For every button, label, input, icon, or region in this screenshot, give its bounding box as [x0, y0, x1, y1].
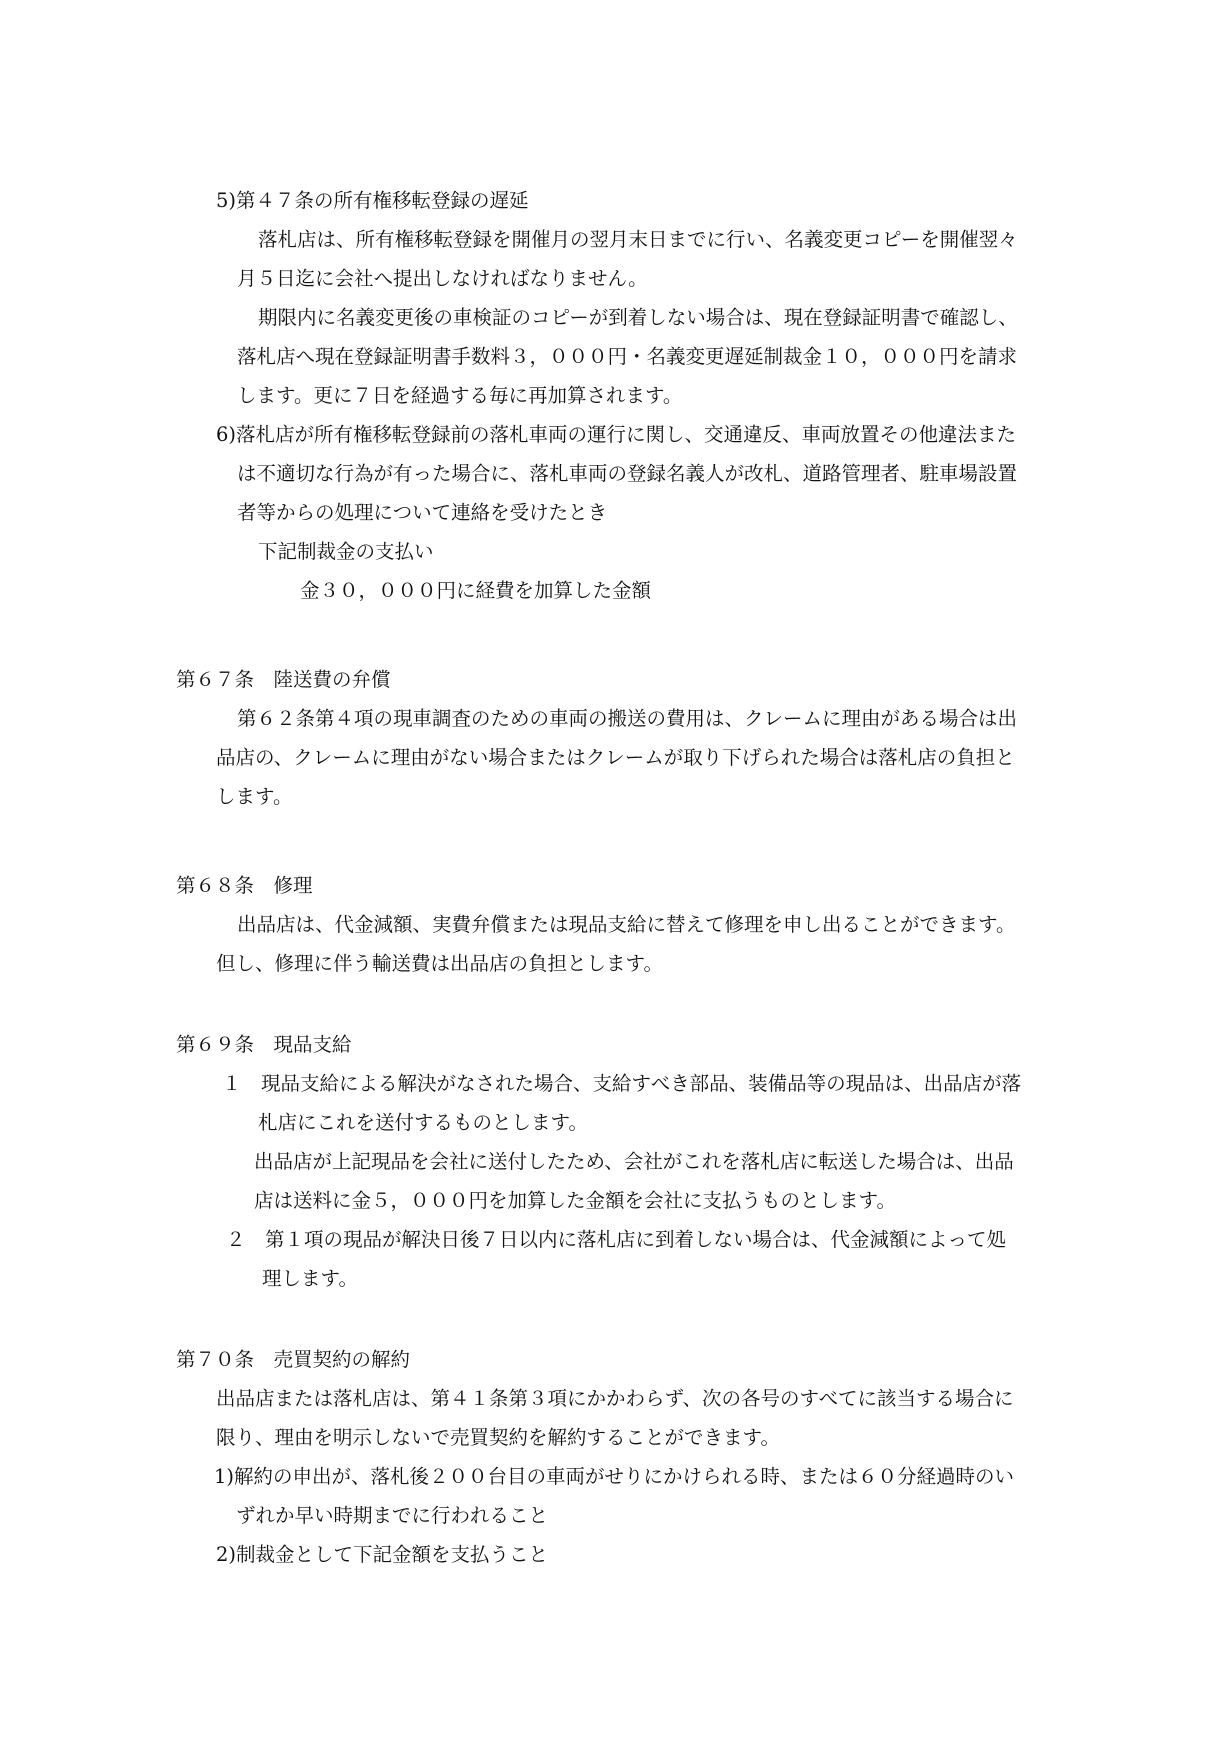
item-1-line: 1)解約の申出が、落札後２００台目の車両がせりにかけられる時、または６０分経過時のい [214, 1465, 1015, 1488]
paragraph-line: 理します。 [262, 1267, 358, 1290]
paragraph-line: 店は送料に金５，０００円を加算した金額を会社に支払うものとします。 [254, 1189, 896, 1212]
paragraph-line: 但し、修理に伴う輸送費は出品店の負担とします。 [216, 952, 663, 975]
penalty-amount: 金３０，０００円に経費を加算した金額 [300, 579, 652, 602]
paragraph-line: は不適切な行為が有った場合に、落札車両の登録名義人が改札、道路管理者、駐車場設置 [237, 462, 1018, 485]
paragraph-line: 出品店は、代金減額、実費弁償または現品支給に替えて修理を申し出ることができます。 [237, 913, 1016, 936]
paragraph-line: 品店の、クレームに理由がない場合またはクレームが取り下げられた場合は落札店の負担と [216, 746, 1015, 769]
item-2-line: 2)制裁金として下記金額を支払うこと [216, 1543, 549, 1566]
paragraph-line: 限り、理由を明示しないで売買契約を解約することができます。 [216, 1426, 780, 1449]
article-68-heading: 第６８条 修理 [176, 874, 313, 897]
paragraph-line: 月５日迄に会社へ提出しなければなりません。 [237, 267, 648, 290]
article-70-heading: 第７０条 売買契約の解約 [176, 1348, 411, 1371]
paragraph-line: します。更に７日を経過する毎に再加算されます。 [237, 384, 683, 407]
paragraph-line: 出品店が上記現品を会社に送付したため、会社がこれを落札店に転送した場合は、出品 [254, 1150, 1014, 1173]
item-5-heading: 5)第４７条の所有権移転登録の遅延 [216, 189, 529, 212]
paragraph-line: します。 [216, 785, 293, 808]
paragraph-line: 第６２条第４項の現車調査のための車両の搬送の費用は、クレームに理由がある場合は出 [237, 707, 1018, 730]
item-6-line: 6)落札店が所有権移転登録前の落札車両の運行に関し、交通違反、車両放置その他違法また [216, 423, 1017, 446]
paragraph-line: 出品店または落札店は、第４１条第３項にかかわらず、次の各号のすべてに該当する場合に [216, 1387, 1014, 1410]
paragraph-line: 者等からの処理について連絡を受けたとき [237, 501, 608, 524]
article-69-heading: 第６９条 現品支給 [176, 1033, 352, 1056]
paragraph-line: 札店にこれを送付するものとします。 [258, 1111, 588, 1134]
paragraph-line: ずれか早い時期までに行われること [236, 1504, 549, 1527]
paragraph-line: 落札店は、所有権移転登録を開催月の翌月末日までに行い、名義変更コピーを開催翌々 [258, 228, 1018, 251]
clause-1-line: １ 現品支給による解決がなされた場合、支給すべき部品、装備品等の現品は、出品店が落 [222, 1072, 1022, 1095]
article-67-heading: 第６７条 陸送費の弁償 [176, 668, 391, 691]
paragraph-line: 落札店へ現在登録証明書手数料３，０００円・名義変更遅延制裁金１０，０００円を請求 [237, 345, 1018, 368]
paragraph-line: 期限内に名義変更後の車検証のコピーが到着しない場合は、現在登録証明書で確認し、 [258, 306, 1018, 329]
penalty-label: 下記制裁金の支払い [258, 540, 434, 563]
clause-2-line: ２ 第１項の現品が解決日後７日以内に落札店に到着しない場合は、代金減額によって処 [226, 1228, 1007, 1251]
